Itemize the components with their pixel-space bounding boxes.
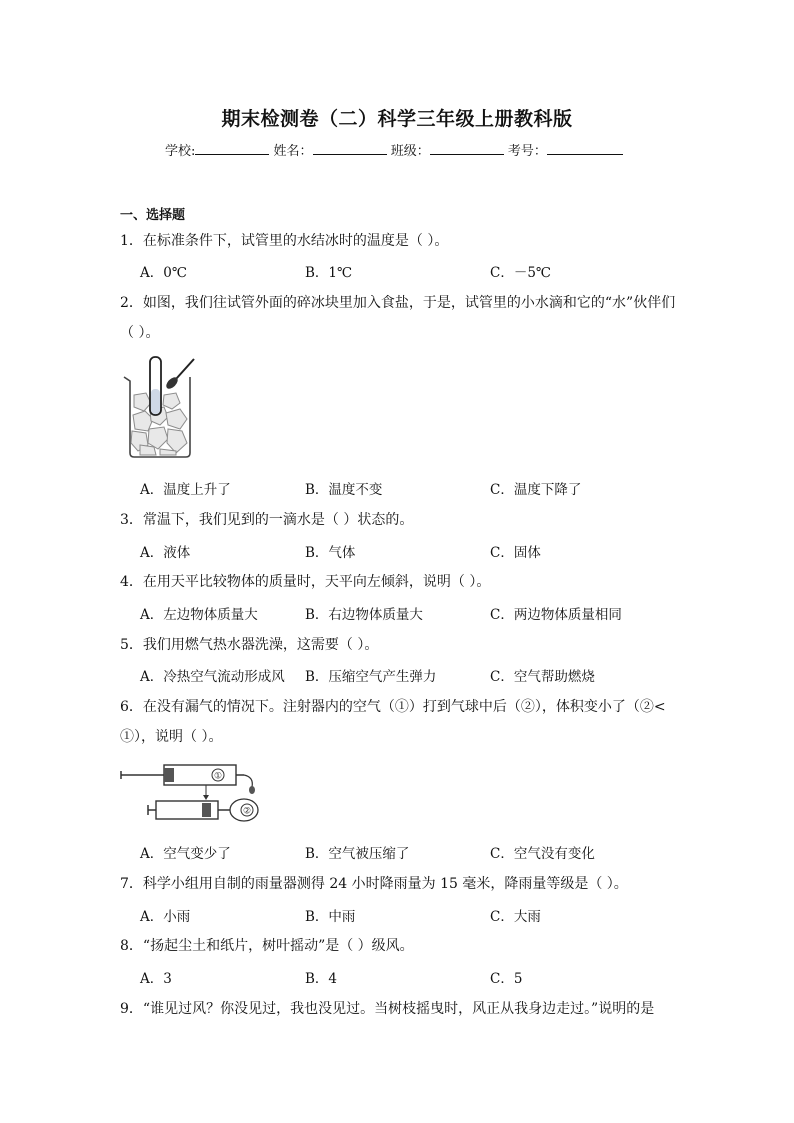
- name-label: 姓名：: [273, 144, 313, 159]
- q8-option-b[interactable]: B．4: [305, 971, 338, 987]
- q4-option-c[interactable]: C．两边物体质量相同: [490, 607, 622, 623]
- question-6: 6．在没有漏气的情况下。注射器内的空气（①）打到气球中后（②），体积变小了（②<: [120, 699, 666, 715]
- q6-option-c[interactable]: C．空气没有变化: [490, 846, 595, 862]
- q2-option-c[interactable]: C．温度下降了: [490, 482, 582, 498]
- class-label: 班级：: [390, 144, 430, 159]
- syringe-balloon-figure: [118, 757, 268, 827]
- question-2: 2．如图，我们往试管外面的碎冰块里加入食盐，于是，试管里的小水滴和它的“水”伙伴们: [120, 295, 676, 311]
- exam-number-blank[interactable]: [547, 142, 623, 155]
- q8-option-c[interactable]: C．5: [490, 971, 523, 987]
- q7-option-b[interactable]: B．中雨: [305, 909, 356, 925]
- school-blank[interactable]: [195, 142, 269, 155]
- name-blank[interactable]: [313, 142, 387, 155]
- q1-option-c[interactable]: C．－5℃: [490, 265, 552, 281]
- q5-option-a[interactable]: A．冷热空气流动形成风: [140, 669, 285, 685]
- page-title: 期末检测卷（二）科学三年级上册教科版: [221, 108, 573, 130]
- question-7: 7．科学小组用自制的雨量器测得 24 小时降雨量为 15 毫米，降雨量等级是（ ）。: [120, 876, 628, 892]
- question-1: 1．在标准条件下，试管里的水结冰时的温度是（ ）。: [120, 233, 449, 249]
- question-4: 4．在用天平比较物体的质量时，天平向左倾斜，说明（ ）。: [120, 574, 491, 590]
- q3-option-c[interactable]: C．固体: [490, 545, 541, 561]
- q3-option-a[interactable]: A．液体: [140, 545, 191, 561]
- q8-option-a[interactable]: A．3: [140, 971, 172, 987]
- q3-option-b[interactable]: B．气体: [305, 545, 356, 561]
- question-9: 9．“谁见过风？你没见过，我也没见过。当树枝摇曳时，风正从我身边走过。”说明的是: [120, 1001, 655, 1017]
- student-info-row: [165, 140, 623, 159]
- q2-option-a[interactable]: A．温度上升了: [140, 482, 231, 498]
- class-blank[interactable]: [430, 142, 504, 155]
- q1-option-a[interactable]: A．0℃: [140, 265, 187, 281]
- syringe-label-1: ①: [213, 771, 223, 782]
- q5-option-c[interactable]: C．空气帮助燃烧: [490, 669, 595, 685]
- beaker-ice-figure: [120, 355, 200, 460]
- q4-option-b[interactable]: B．右边物体质量大: [305, 607, 423, 623]
- q6-option-b[interactable]: B．空气被压缩了: [305, 846, 410, 862]
- q7-option-a[interactable]: A．小雨: [140, 909, 191, 925]
- q7-option-c[interactable]: C．大雨: [490, 909, 541, 925]
- school-label: 学校:: [165, 144, 196, 159]
- question-6-cont: ①），说明（ ）。: [120, 729, 223, 745]
- question-2-cont: （ ）。: [120, 325, 160, 341]
- q4-option-a[interactable]: A．左边物体质量大: [140, 607, 258, 623]
- question-3: 3．常温下，我们见到的一滴水是（ ）状态的。: [120, 512, 414, 528]
- section-heading: 一、选择题: [120, 208, 186, 223]
- q2-option-b[interactable]: B．温度不变: [305, 482, 383, 498]
- q1-option-b[interactable]: B．1℃: [305, 265, 353, 281]
- q6-option-a[interactable]: A．空气变少了: [140, 846, 231, 862]
- q5-option-b[interactable]: B．压缩空气产生弹力: [305, 669, 437, 685]
- question-5: 5．我们用燃气热水器洗澡，这需要（ ）。: [120, 637, 379, 653]
- question-8: 8．“扬起尘土和纸片，树叶摇动”是（ ）级风。: [120, 938, 414, 954]
- syringe-label-2: ②: [242, 806, 252, 817]
- exam-number-label: 考号：: [507, 144, 547, 159]
